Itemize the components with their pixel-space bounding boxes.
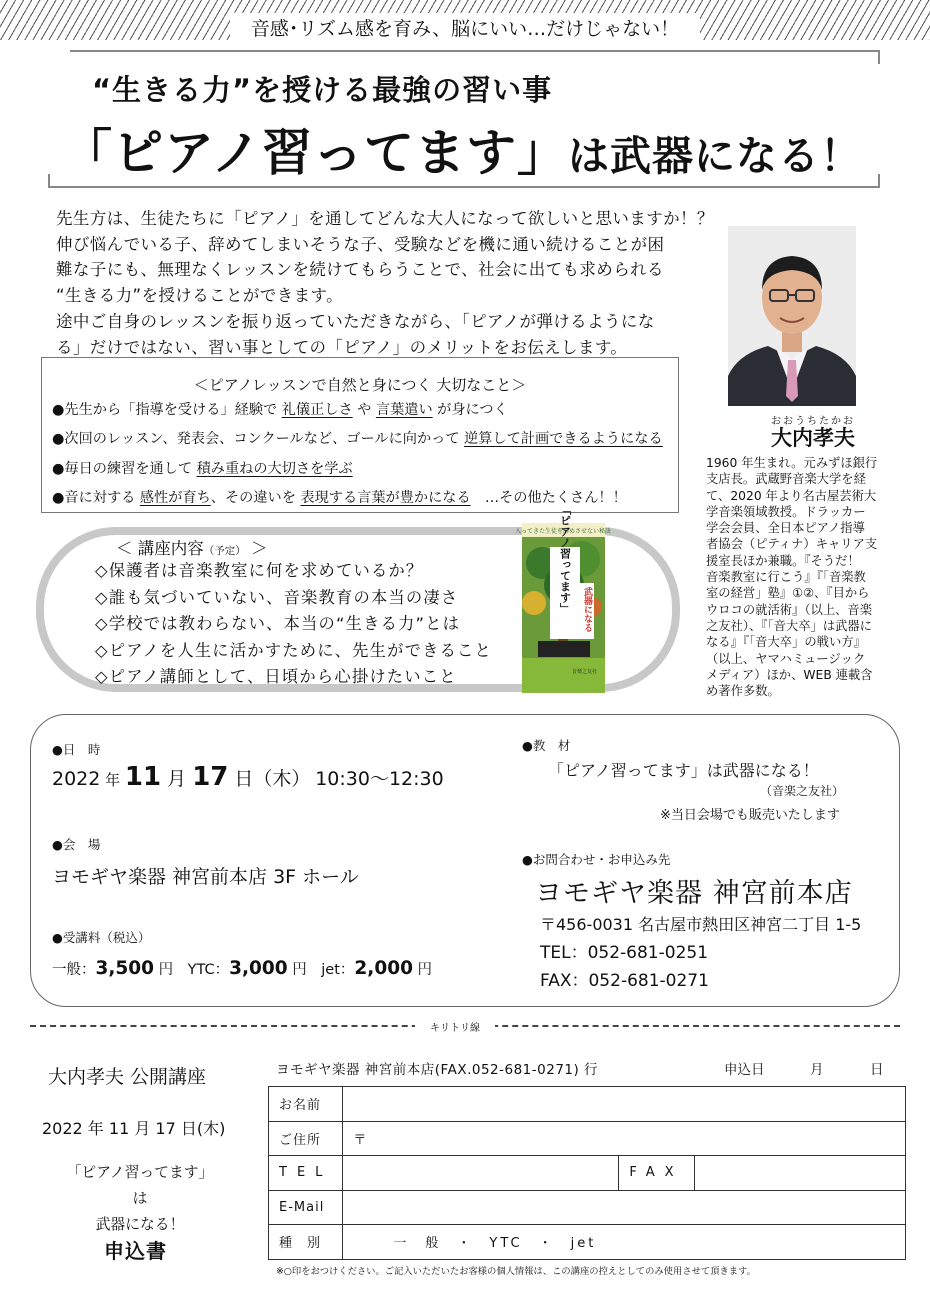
intro-line: る」だけではない、習い事としての「ピアノ」のメリットをお伝えします。 <box>56 337 628 357</box>
course-list <box>95 560 492 693</box>
type-options[interactable]: 一 般 ・ YTC ・ jet <box>343 1225 906 1260</box>
form-doc-title: 申込書 <box>104 1239 167 1263</box>
bio-line: 1960 年生まれ。元みずほ銀行 <box>706 456 878 470</box>
key-point: ●先生から「指導を受ける」経験で 礼儀正しさ や 言葉遣い が身につく <box>52 402 508 418</box>
form-row-address <box>269 1121 906 1156</box>
bio-line: め著作多数。 <box>706 684 780 699</box>
form-event-name: 大内孝夫 公開講座 <box>48 1066 207 1088</box>
form-label-fax: FAX <box>619 1156 694 1191</box>
bio-line: （以上、ヤマハミュージック <box>706 651 866 666</box>
material-title: 「ピアノ習ってます」は武器になる！ <box>548 761 819 780</box>
bio-line: 学音楽領域教授。ドラッカー <box>706 504 866 519</box>
fax-field[interactable] <box>694 1156 906 1191</box>
speaker-bio <box>706 455 896 699</box>
shop-tel: TEL：052-681-0251 <box>540 943 709 963</box>
bio-line: メディア）ほか、WEB 連載含 <box>706 667 873 682</box>
key-point: ●次回のレッスン、発表会、コンクールなど、ゴールに向かって 逆算して計画できるようになる <box>52 431 663 448</box>
key-points-list <box>52 398 692 515</box>
bio-line: 支店長。武蔵野音楽大学を経 <box>706 472 866 487</box>
form-row-name <box>269 1087 906 1122</box>
form-footnote: ※○印をおつけください。ご記入いただいたお客様の個人情報は、この講座の控えとしてのみ使用させて頂きます。 <box>276 1266 756 1277</box>
form-destination: ヨモギヤ楽器 神宮前本店(FAX.052-681-0271) 行 <box>276 1062 599 1078</box>
intro-text <box>56 206 736 360</box>
material-publisher: （音楽之友社） <box>760 784 845 798</box>
course-item: ◇ピアノを人生に活かすために、先生ができること <box>95 640 493 660</box>
bio-line: なる』『「音大卒」の戦い方』 <box>706 635 866 650</box>
intro-line: 伸び悩んでいる子、辞めてしまいそうな子、受験などを機に通い続けることが困 <box>56 234 665 254</box>
shop-name: ヨモギヤ楽器 神宮前本店 <box>535 878 853 909</box>
contact-label: ●お問合わせ・お申込み先 <box>522 852 671 867</box>
cut-line-label: キリトリ線 <box>415 1019 495 1034</box>
bio-line: 音楽教室に行こう』『「音楽教 <box>706 570 866 585</box>
email-field[interactable] <box>343 1190 906 1225</box>
speaker-photo <box>728 226 856 406</box>
book-publisher: 音楽之友社 <box>571 669 597 675</box>
main-title <box>62 113 862 185</box>
main-title-rest: は武器になる！ <box>568 132 862 180</box>
bio-line: て、2020 年より名古屋芸術大 <box>706 488 877 503</box>
tel-field[interactable] <box>343 1156 619 1191</box>
intro-line: 難な子にも、無理なくレッスンを続けてもらうことで、社会に出ても求められる <box>56 260 664 280</box>
key-point: ●毎日の練習を通して 積み重ねの大切さを学ぶ <box>52 460 353 477</box>
form-label-address: ご住所 <box>269 1121 343 1156</box>
form-row-type <box>269 1225 906 1260</box>
form-book-title: 「ピアノ習ってます」は 武器になる！ <box>66 1164 214 1233</box>
venue: ヨモギヤ楽器 神宮前本店 3F ホール <box>52 866 359 888</box>
fee-label: ●受講料（税込） <box>52 930 151 945</box>
intro-line: 先生方は、生徒たちに「ピアノ」を通してどんな大人になって欲しいと思いますか！？ <box>56 209 714 228</box>
book-title-text: 「ピアノ習ってます」 <box>558 504 572 614</box>
venue-label: ●会 場 <box>52 837 101 852</box>
form-label-name: お名前 <box>269 1087 343 1122</box>
tagline: 音感･リズム感を育み、脳にいい…だけじゃない！ <box>250 18 680 40</box>
material-note: ※当日会場でも販売いたします <box>660 808 840 823</box>
intro-line: 途中ご自身のレッスンを振り返っていただきながら、「ピアノが弾けるようにな <box>56 311 655 331</box>
course-title: ＜ 講座内容（予定） ＞ <box>116 539 268 558</box>
course-item: ◇ピアノ講師として、日頃から心掛けたいこと <box>95 667 457 686</box>
key-point: ●音に対する 感性が育ち、その違いを 表現する言葉が豊かになる …その他たくさん！！ <box>52 489 627 506</box>
bio-line: 者協会（ピティナ）キャリア支 <box>706 537 878 552</box>
fee: 一般：3,500 円 YTC：3,000 円 jet：2,000 円 <box>52 958 433 979</box>
book-cover <box>514 504 612 693</box>
course-item: ◇学校では教わらない、本当の“生きる力”とは <box>95 614 461 633</box>
event-date: 2022 年 11 月 17 日（木） 10:30～12:30 <box>52 762 444 792</box>
bio-line: 室の経営」塾』①②、『目から <box>706 586 870 601</box>
bio-line: 学会会員、全日本ピアノ指導 <box>706 521 865 536</box>
form-event-date: 2022 年 11 月 17 日(木) <box>42 1119 226 1138</box>
shop-address: 〒456-0031 名古屋市熱田区神宮二丁目 1-5 <box>540 915 862 934</box>
date-label: ●日 時 <box>52 742 101 757</box>
key-points-title: ＜ピアノレッスンで自然と身につく 大切なこと＞ <box>193 376 527 394</box>
bio-line: ウロコの就活術』（以上、音楽 <box>706 602 873 617</box>
course-item: ◇誰も気づいていない、音楽教育の本当の凄さ <box>95 587 459 607</box>
name-field[interactable] <box>343 1087 906 1122</box>
application-form-table <box>268 1086 906 1260</box>
main-title-book: 「ピアノ習ってます」 <box>62 124 568 182</box>
speaker-name-ruby: おおうちたかお <box>771 416 855 427</box>
intro-line: “生きる力”を授けることができます。 <box>56 286 343 306</box>
title-line-1: “生きる力”を授ける最強の習い事 <box>92 73 553 107</box>
form-application-date: 申込日 月 日 <box>724 1062 884 1078</box>
form-row-email <box>269 1190 906 1225</box>
form-label-tel: TEL <box>269 1156 343 1191</box>
bio-line: 之友社）、『「音大卒」は武器に <box>706 618 873 633</box>
bio-line: 援室長ほか兼職。『そうだ！ <box>706 553 860 568</box>
form-label-type: 種 別 <box>269 1225 343 1260</box>
course-item: ◇保護者は音楽教室に何を求めているか？ <box>95 561 424 580</box>
book-title-red: 武器になる <box>582 587 592 632</box>
shop-fax: FAX：052-681-0271 <box>540 971 709 991</box>
form-label-email: E-Mail <box>269 1190 343 1225</box>
material-label: ●教 材 <box>522 738 571 753</box>
address-field[interactable]: 〒 <box>343 1121 906 1156</box>
book-band-text: 入ってきた生徒を辞めさせない秘訣 <box>514 528 612 535</box>
form-row-tel-fax <box>269 1156 906 1191</box>
speaker-name: 大内孝夫 <box>771 426 855 450</box>
